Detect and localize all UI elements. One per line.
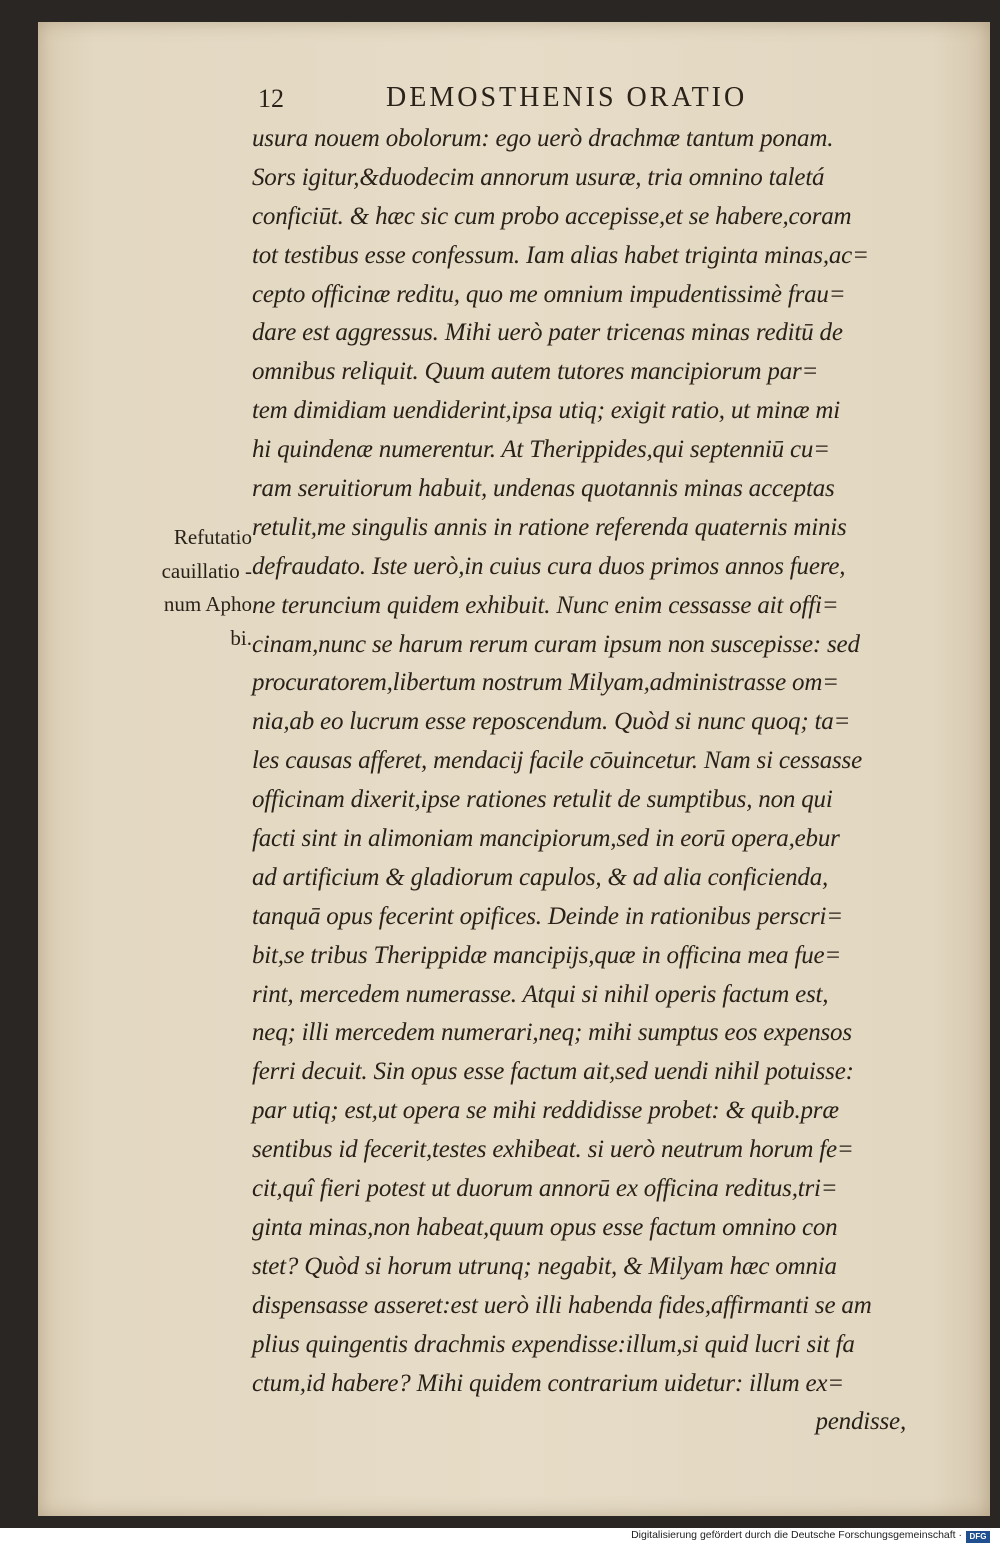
text-line: ginta minas,non habeat,quum opus esse factum omnino con <box>252 1213 838 1241</box>
text-line: ad artificium & gladiorum capulos, & ad alia conficienda, <box>252 863 829 891</box>
text-line: ferri decuit. Sin opus esse factum ait,sed uendi nihil potuisse: <box>252 1058 854 1086</box>
text-line: tem dimidiam uendiderint,ipsa utiq; exigit ratio, ut minæ mi <box>252 397 840 425</box>
text-line: rint, mercedem numerasse. Atqui si nihil operis factum est, <box>252 980 829 1008</box>
running-title: DEMOSTHENIS ORATIO <box>386 82 748 113</box>
text-line: usura nouem obolorum: ego uerò drachmæ tantum ponam. <box>252 125 834 152</box>
text-line: procuratorem,libertum nostrum Milyam,administrasse om= <box>252 669 839 697</box>
text-line: stet? Quòd si horum utrunq; negabit, & Milyam hæc omnia <box>252 1252 837 1280</box>
dfg-logo: DFG <box>966 1531 990 1543</box>
body-text <box>252 120 912 1442</box>
text-line: nia,ab eo lucrum esse reposcendum. Quòd si nunc quoq; ta= <box>252 708 851 736</box>
text-line: tanquā opus fecerint opifices. Deinde in rationibus perscri= <box>252 902 843 930</box>
catchword: pendisse, <box>815 1408 906 1436</box>
text-line: sentibus id fecerit,testes exhibeat. si uerò neutrum horum fe= <box>252 1136 854 1164</box>
page-number: 12 <box>258 84 284 113</box>
footer-credit: Digitalisierung gefördert durch die Deutsche Forschungsgemeinschaft · <box>631 1529 962 1541</box>
text-line: conficiūt. & hæc sic cum probo accepisse,et se habere,coram <box>252 202 852 230</box>
text-line: officinam dixerit,ipse rationes retulit de sumptibus, non qui <box>252 786 833 814</box>
text-line: facti sint in alimoniam mancipiorum,sed in eorū opera,ebur <box>252 825 840 853</box>
text-line: defraudato. Iste uerò,in cuius cura duos primos annos fuere, <box>252 552 846 580</box>
text-line: tot testibus esse confessum. Iam alias habet triginta minas,ac= <box>252 241 869 269</box>
text-line: ctum,id habere? Mihi quidem contrarium uidetur: illum ex= <box>252 1369 844 1397</box>
text-line: bit,se tribus Therippidæ mancipijs,quæ in officina mea fue= <box>252 941 842 969</box>
text-line: hi quindenæ numerentur. At Therippides,qui septenniū cu= <box>252 436 830 464</box>
text-line: cit,quî fieri potest ut duorum annorū ex officina reditus,tri= <box>252 1175 838 1203</box>
marginal-note-line: bi. <box>230 625 252 650</box>
marginal-note <box>120 521 252 655</box>
text-line: cinam,nunc se harum rerum curam ipsum non suscepisse: sed <box>252 630 860 658</box>
text-line: neq; illi mercedem numerari,neq; mihi sumptus eos expensos <box>252 1019 852 1047</box>
footer-bar <box>0 1528 1000 1546</box>
text-line: dispensasse asseret:est uerò illi habenda fides,affirmanti se am <box>252 1291 872 1319</box>
text-line: les causas afferet, mendacij facile cōuincetur. Nam si cessasse <box>252 747 862 775</box>
marginal-note-line: cauillatio - <box>161 558 252 583</box>
text-line: Sors igitur,&duodecim annorum usuræ, tria omnino taletá <box>252 163 825 191</box>
marginal-note-line: Refutatio <box>173 525 252 549</box>
text-line: cepto officinæ reditu, quo me omnium impudentissimè frau= <box>252 280 846 308</box>
page-header <box>258 82 803 118</box>
text-line: retulit,me singulis annis in ratione referenda quaternis minis <box>252 513 847 541</box>
text-line: plius quingentis drachmis expendisse:illum,si quid lucri sit fa <box>252 1330 855 1358</box>
marginal-note-line: num Apho <box>163 592 252 616</box>
text-line: ne teruncium quidem exhibuit. Nunc enim cessasse ait offi= <box>252 591 839 619</box>
text-line: dare est aggressus. Mihi uerò pater tricenas minas reditū de <box>252 319 843 347</box>
text-line: ram seruitiorum habuit, undenas quotannis minas acceptas <box>252 475 835 503</box>
text-line: omnibus reliquit. Quum autem tutores mancipiorum par= <box>252 358 819 386</box>
text-line: par utiq; est,ut opera se mihi reddidisse probet: & quib.præ <box>252 1097 839 1125</box>
